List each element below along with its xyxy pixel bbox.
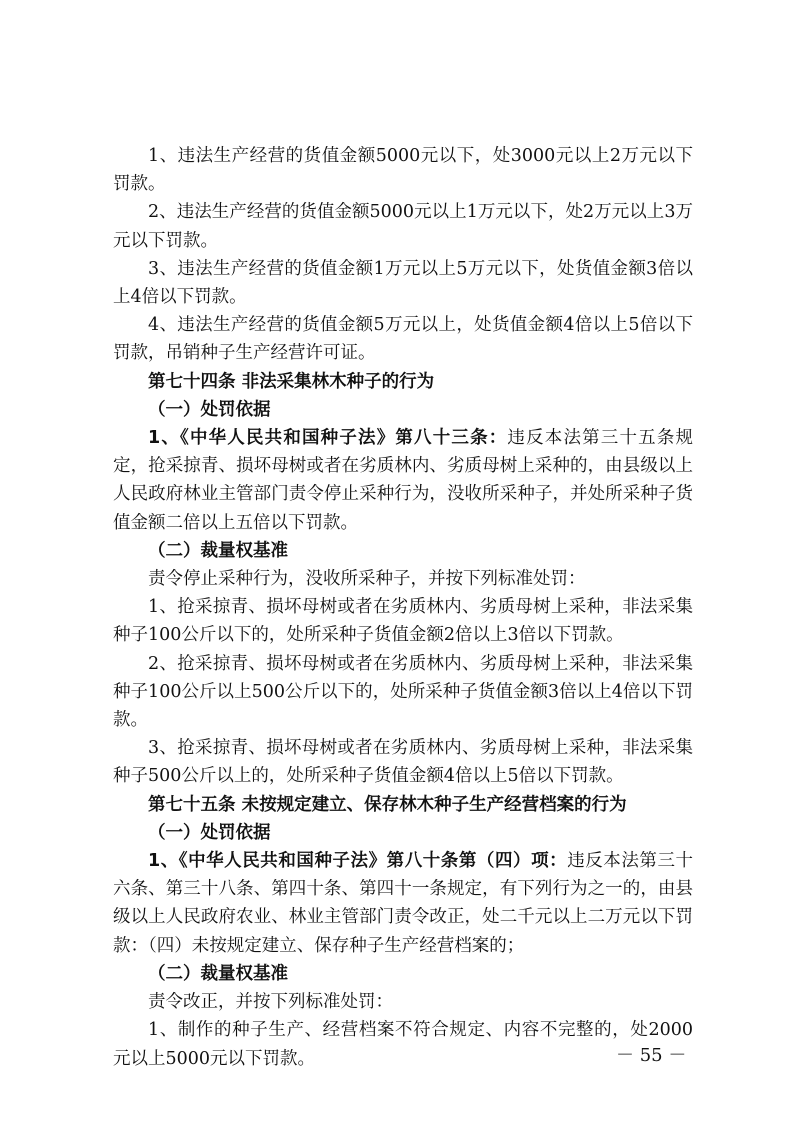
paragraph: 3、违法生产经营的货值金额1万元以上5万元以下，处货值金额3倍以上4倍以下罚款。: [113, 258, 693, 308]
law-citation: 1、《中华人民共和国种子法》第八十三条：: [148, 428, 508, 449]
paragraph: 1、制作的种子生产、经营档案不符合规定、内容不完整的，处2000元以上5000元以下罚款。: [113, 1020, 693, 1069]
law-citation: 1、《中华人民共和国种子法》第八十条第（四）项：: [148, 851, 568, 872]
paragraph: 1、违法生产经营的货值金额5000元以下，处3000元以上2万元以下罚款。: [113, 146, 693, 195]
article-heading: 第七十四条 非法采集林木种子的行为: [148, 371, 435, 392]
law-text: 违反本法第三十五条规定，抢采掠青、损坏母树或者在劣质林内、劣质母树上采种的，由县级以上人民政府林业主管部门责令停止采种行为，没收所采种子，并处所采种子货值金额二倍以上五倍以下罚款。: [113, 428, 693, 533]
paragraph: 2、违法生产经营的货值金额5000元以上1万元以下，处2万元以上3万元以下罚款。: [113, 202, 693, 251]
paragraph: 责令改正，并按下列标准处罚：: [148, 992, 393, 1013]
document-body: [113, 142, 693, 1073]
article-heading: 第七十五条 未按规定建立、保存林木种子生产经营档案的行为: [148, 794, 627, 815]
section-heading: （一）处罚依据: [148, 399, 271, 420]
paragraph: 3、抢采掠青、损坏母树或者在劣质林内、劣质母树上采种，非法采集种子500公斤以上的，处所采种子货值金额4倍以上5倍以下罚款。: [113, 738, 693, 787]
paragraph: 1、抢采掠青、损坏母树或者在劣质林内、劣质母树上采种，非法采集种子100公斤以下的，处所采种子货值金额2倍以上3倍以下罚款。: [113, 597, 693, 646]
paragraph: 4、违法生产经营的货值金额5万元以上，处货值金额4倍以上5倍以下罚款，吊销种子生产经营许可证。: [113, 315, 693, 364]
law-paragraph: [113, 847, 693, 960]
law-paragraph: [113, 424, 693, 537]
section-heading: （一）处罚依据: [148, 822, 271, 843]
section-heading: （二）裁量权基准: [148, 963, 288, 984]
section-heading: （二）裁量权基准: [148, 540, 288, 561]
law-text: 违反本法第三十六条、第三十八条、第四十条、第四十一条规定，有下列行为之一的，由县级以上人民政府农业、林业主管部门责令改正，处二千元以上二万元以下罚款：（四）未按规定建立、保存种子生产经营档案的；: [113, 851, 693, 956]
paragraph: 2、抢采掠青、损坏母树或者在劣质林内、劣质母树上采种，非法采集种子100公斤以上500公斤以下的，处所采种子货值金额3倍以上4倍以下罚款。: [113, 653, 693, 731]
paragraph: 责令停止采种行为，没收所采种子，并按下列标准处罚：: [148, 569, 586, 590]
page-number: － 55 －: [616, 1045, 687, 1066]
